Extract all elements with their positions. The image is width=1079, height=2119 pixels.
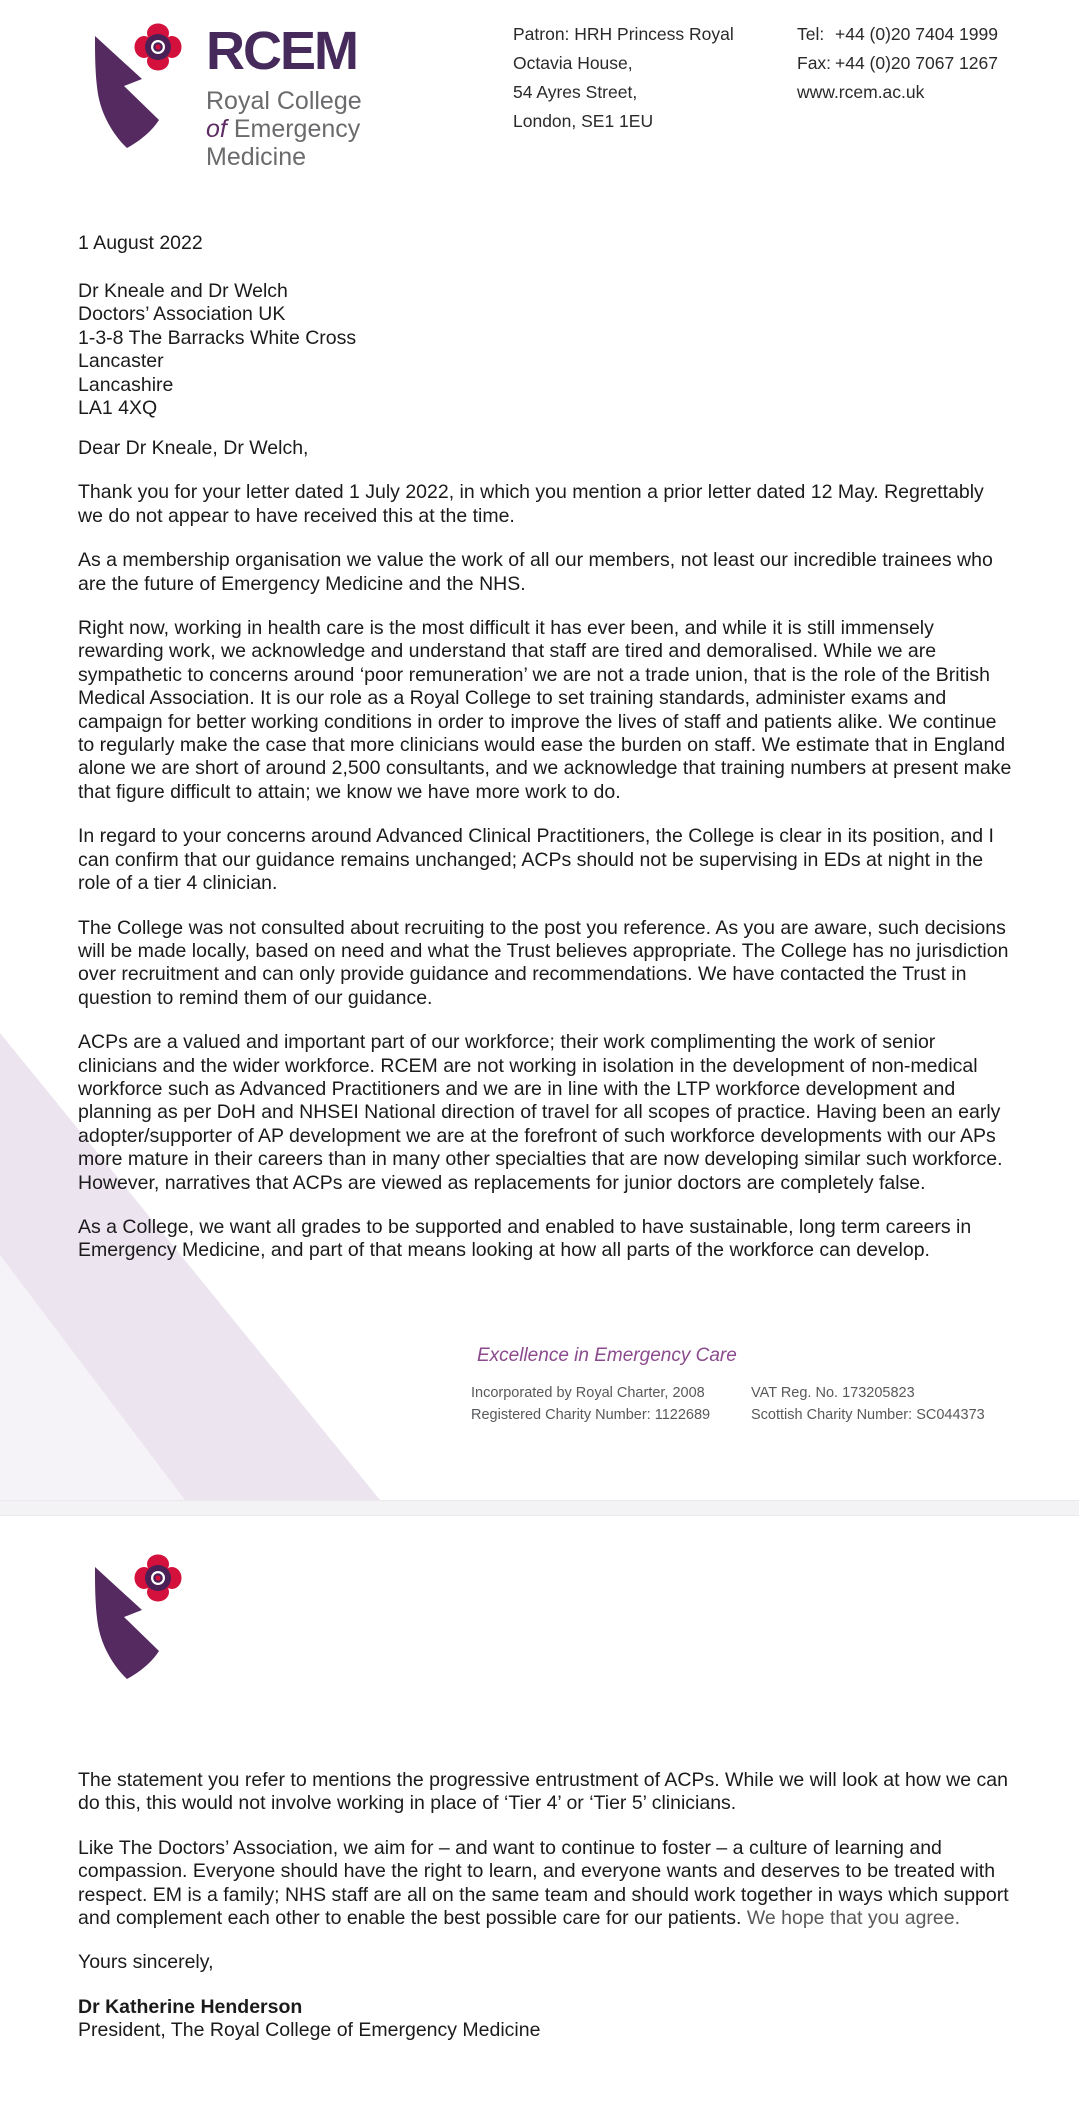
- rcem-flower-icon: [135, 24, 182, 71]
- address-line: 54 Ayres Street,: [513, 82, 638, 102]
- contact-block: [797, 20, 998, 107]
- logo-emergency: Emergency: [233, 115, 361, 143]
- letter-date: 1 August 2022: [78, 232, 203, 254]
- page-separator: [0, 1500, 1079, 1516]
- rcem-full-name: [206, 87, 362, 171]
- footer-column-2: [751, 1383, 985, 1426]
- footer-column-1: [471, 1383, 751, 1426]
- registration-footer: [471, 1383, 985, 1426]
- letter-page-2: [0, 1516, 1079, 2119]
- rcem-flower-icon: [135, 1555, 182, 1602]
- paragraph-gray-text: We hope that you agree.: [746, 1907, 961, 1930]
- tel-label: Tel:: [797, 24, 825, 44]
- fax-row: [797, 49, 998, 78]
- signatory-title: President, The Royal College of Emergency Medicine: [78, 2019, 541, 2042]
- patron-line: Patron: HRH Princess Royal: [513, 24, 734, 44]
- salutation: Dear Dr Kneale, Dr Welch,: [78, 437, 309, 459]
- footer-line: VAT Reg. No. 173205823: [751, 1385, 915, 1401]
- sign-off: Yours sincerely,: [78, 1951, 214, 1974]
- website-text: www.rcem.ac.uk: [797, 82, 925, 102]
- rcem-logo: [78, 22, 195, 152]
- recipient-line: Lancashire: [78, 373, 174, 396]
- recipient-line: Doctors’ Association UK: [78, 303, 286, 326]
- letter-paragraph: The statement you refer to mentions the progressive entrustment of ACPs. While we will look at how we can do this, this would not involve working in place of ‘Tier 4’ or ‘Tier 5’ clinicians.: [78, 1769, 1008, 1815]
- paragraph-text: Like The Doctors’ Association, we aim for – and want to continue to foster – a culture of learning and compassion. Everyone should have the right to learn, and everyone wants and deserves to be treated with respect. EM is a family; NHS staff are all on the same team and should work together in ways which support and complement each other to enable the best possible care for our patients.: [78, 1836, 1009, 1930]
- letter-paragraph: The College was not consulted about recruiting to the post you reference. As you are aware, such decisions will be made locally, based on need and what the Trust believes appropriate. The College has no jurisdiction over recruitment and can only provide guidance and recommendations. We have contacted the Trust in question to remind them of our guidance.: [78, 916, 1009, 1009]
- address-line: London, SE1 1EU: [513, 111, 654, 131]
- recipient-line: 1-3-8 The Barracks White Cross: [78, 326, 357, 349]
- fax-value: +44 (0)20 7067 1267: [835, 53, 998, 73]
- footer-line: Incorporated by Royal Charter, 2008: [471, 1385, 705, 1401]
- letter-paragraph: As a membership organisation we value the work of all our members, not least our incredible trainees who are the future of Emergency Medicine and the NHS.: [78, 549, 993, 595]
- logo-name-line1: Royal College: [206, 87, 362, 115]
- fax-label: Fax:: [797, 53, 832, 73]
- letter-paragraph: [78, 1837, 1012, 1931]
- letter-paragraph: As a College, we want all grades to be supported and enabled to have sustainable, long term careers in Emergency Medicine, and part of that means looking at how all parts of the workforce can develop.: [78, 1215, 972, 1262]
- recipient-line: Lancaster: [78, 350, 164, 373]
- logo-of: of: [206, 115, 227, 143]
- patron-address-block: [513, 20, 734, 136]
- recipient-address: [78, 280, 356, 420]
- rcem-acronym: RCEM: [206, 21, 357, 81]
- tel-value: +44 (0)20 7404 1999: [835, 24, 998, 44]
- logo-name-line2: [206, 115, 362, 143]
- logo-name-line3: Medicine: [206, 143, 307, 171]
- footer-line: Registered Charity Number: 1122689: [471, 1406, 711, 1423]
- letter-body-page1: [78, 437, 1012, 1284]
- rcem-logo: [78, 1553, 195, 1683]
- letter-paragraph: Right now, working in health care is the most difficult it has ever been, and while it is still immensely rewarding work, we acknowledge and understand that staff are tired and demoralised. While we are sympathetic to concerns around ‘poor remuneration’ we are not a trade union, that is the role of the British Medical Association. It is our role as a Royal College to set training standards, administer exams and campaign for better working conditions in order to improve the lives of staff and patients alike. We continue to regularly make the case that more clinicians would ease the burden on staff. We estimate that in England alone we are short of around 2,500 consultants, and we acknowledge that training numbers at present make that figure difficult to attain; we know we have more work to do.: [78, 617, 1012, 803]
- tagline: Excellence in Emergency Care: [477, 1345, 737, 1366]
- recipient-line: LA1 4XQ: [78, 397, 158, 420]
- letter-body-page2: [78, 1769, 1012, 2064]
- recipient-line: Dr Kneale and Dr Welch: [78, 280, 288, 302]
- footer-line: Scottish Charity Number: SC044373: [751, 1406, 985, 1423]
- letter-paragraph: Thank you for your letter dated 1 July 2022, in which you mention a prior letter dated 12 May. Regrettably we do not appear to have received this at the time.: [78, 481, 984, 527]
- address-line: Octavia House,: [513, 53, 633, 73]
- signatory-name: Dr Katherine Henderson: [78, 1995, 303, 2018]
- letter-paragraph: ACPs are a valued and important part of our workforce; their work complimenting the work of senior clinicians and the wider workforce. RCEM are not working in isolation in the development of non-medical workforce such as Advanced Practitioners and we are in line with the LTP workforce development and planning as per DoH and NHSEI National direction of travel for all scopes of practice. Having been an early adopter/supporter of AP development we are at the forefront of such workforce developments with our APs more mature in their careers than in many other specialties that are now developing similar such workforce. However, narratives that ACPs are viewed as replacements for junior doctors are completely false.: [78, 1031, 1003, 1194]
- rcem-wordmark: [206, 21, 362, 171]
- letter-paragraph: In regard to your concerns around Advanced Clinical Practitioners, the College is clear in its position, and I can confirm that our guidance remains unchanged; ACPs should not be supervising in EDs at night in the role of a tier 4 clinician.: [78, 825, 994, 895]
- tel-row: [797, 20, 998, 49]
